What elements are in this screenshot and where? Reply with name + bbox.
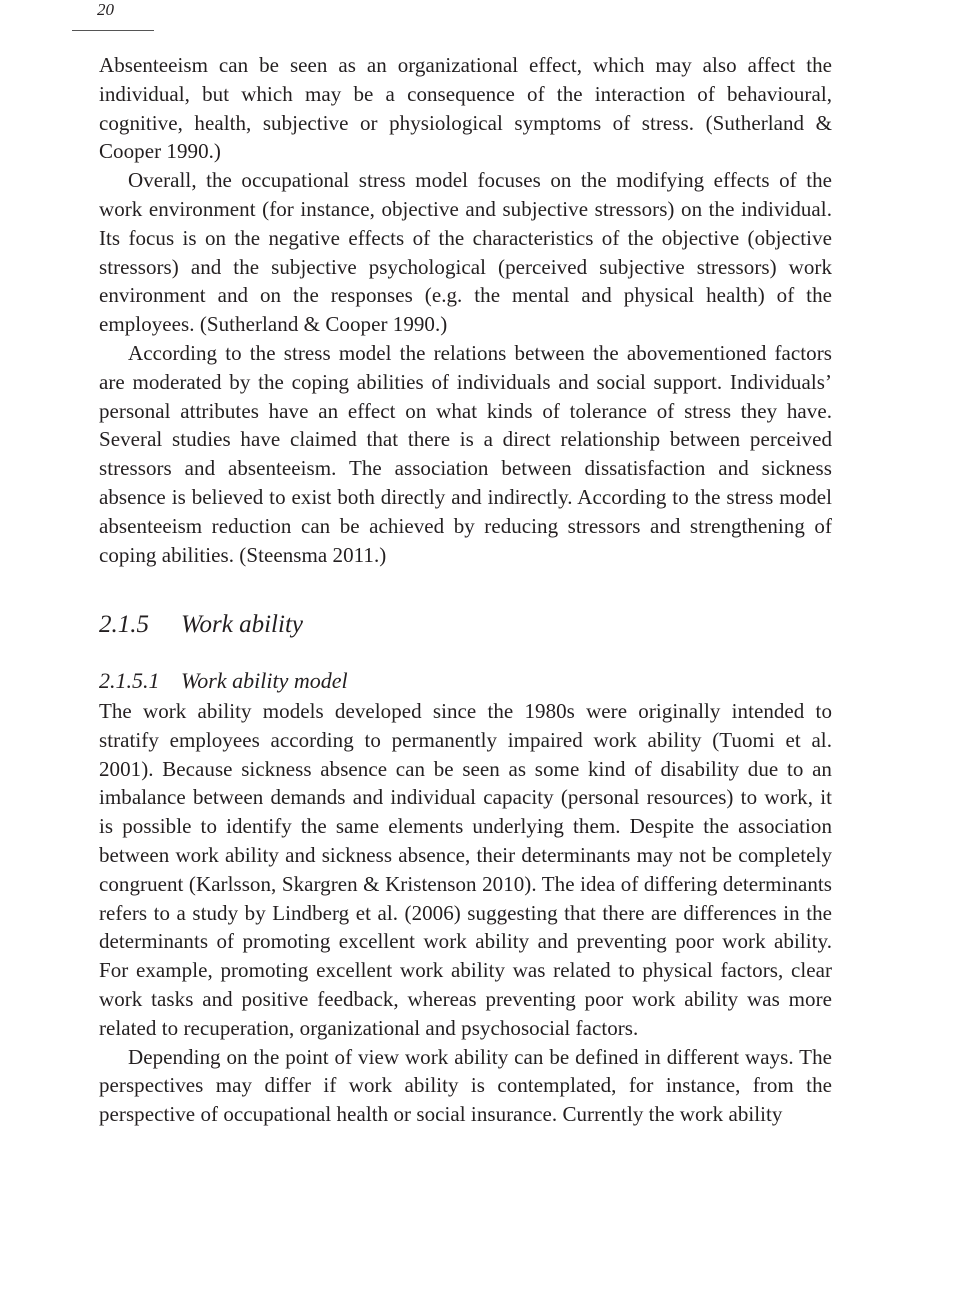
subsection-heading-work-ability-model xyxy=(99,666,348,696)
subsection-number: 2.1.5.1 xyxy=(99,668,160,693)
paragraph-occupational-stress-model: Overall, the occupational stress model focuses on the modifying effects of the work environment (for instance, objective and subjective stressors) on the individual. Its focus is on the negative effects of the characteristics of the objective (objective stressors) and the subjective psychological (perceived subjective stressors) work environment and on the responses (e.g. the mental and physical health) of the employees. (Sutherland & Cooper 1990.) xyxy=(99,168,832,337)
body-text-work-ability xyxy=(99,697,832,1129)
body-text-stress-model xyxy=(99,51,832,569)
paragraph-work-ability-models: The work ability models developed since the 1980s were originally intended to stratify employees according to permanently impaired work ability (Tuomi et al. 2001). Because sickness absence can be seen as some kind of disability due to an imbalance between demands and individual capacity (personal resources) to work, it is possible to identify the same elements underlying them. Despite the association between work ability and sickness absence, their determinants may not be completely congruent (Karlsson, Skargren & Kristenson 2010). The idea of differing determinants refers to a study by Lindberg et al. (2006) suggesting that there are differences in the determinants of promoting excellent work ability and preventing poor work ability. For example, promoting excellent work ability was related to physical factors, clear work tasks and positive feedback, whereas preventing poor work ability was more related to recuperation, organizational and psychosocial factors. xyxy=(99,699,832,1040)
paragraph-work-ability-definitions: Depending on the point of view work ability can be defined in different ways. The perspectives may differ if work ability is contemplated, for instance, from the perspective of occupational health or social insurance. Currently the work ability xyxy=(99,1044,832,1127)
page-number: 20 xyxy=(97,0,114,19)
section-heading-work-ability xyxy=(99,610,303,640)
subsection-title: Work ability model xyxy=(181,668,348,693)
paragraph-absenteeism-effect: Absenteeism can be seen as an organizational effect, which may also affect the individual, but which may be a consequence of the interaction of behavioural, cognitive, health, subjective or physiological symptoms of stress. (Sutherland & Cooper 1990.) xyxy=(99,53,832,164)
header-rule xyxy=(72,30,154,31)
section-number: 2.1.5 xyxy=(99,611,149,638)
section-title: Work ability xyxy=(181,611,303,638)
paragraph-coping-abilities: According to the stress model the relations between the abovementioned factors are moderated by the coping abilities of individuals and social support. Individuals’ personal attributes have an effect on what kinds of tolerance of stress they have. Several studies have claimed that there is a direct relationship between perceived stressors and absenteeism. The association between dissatisfaction and sickness absence is believed to exist both directly and indirectly. According to the stress model absenteeism reduction can be achieved by reducing stressors and strengthening of coping abilities. (Steensma 2011.) xyxy=(99,340,832,567)
